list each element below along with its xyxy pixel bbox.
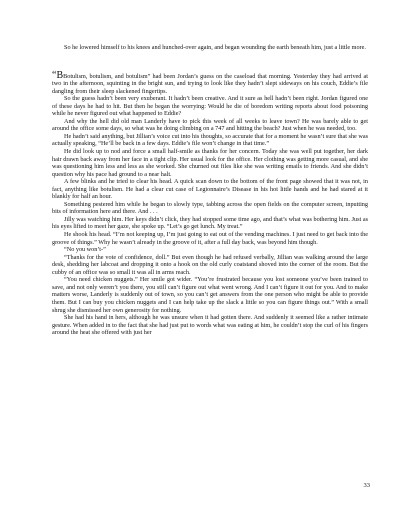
paragraph: He shook his head. “I’m not keeping up, I’m just going to eat out of the vending machines. I just need to get back into the groove of things.” Why he wasn’t already in the groove of it, after a full day back, was beyond him though.	[52, 231, 368, 246]
paragraph: He did look up to nod and force a small half-smile as thanks for her concern. Today she was well put together, her dark hair drawn back away from her face in a tight clip. Her usual look for the office. Her clothing was getting more casual, and she was questioning him less and less as she worked. She churned out files like she was writing emails to friends. And she didn’t question why his pace had ground to a near halt.	[52, 148, 368, 178]
paragraph: A few blinks and he tried to clear his head. A quick scan down to the bottom of the front page showed that it was not, in fact, anything like botulism. He had a clear cut case of Legionnaire’s Disease in his hot little hands and he had stared at it blankly for half an hour.	[52, 178, 368, 201]
paragraph: She had his hand in hers, although he was unsure when it had gotten there. And suddenly it seemed like a rather intimate gesture. When added in to the fact that she had just put to words what was eating at him, he couldn’t stop the curl of his fingers around the heat she offered with just her	[52, 314, 368, 337]
body-text	[52, 44, 368, 337]
opening-paragraph: So he lowered himself to his knees and hunched-over again, and began wounding the earth beneath him, just a little more.	[64, 44, 366, 51]
page-number: 33	[363, 482, 370, 489]
paragraph: “You need chicken nuggets.” Her smile got wider. “You’re frustrated because you lost someone you’ve been trained to save, and not only weren’t you there, you still can’t figure out what went wrong. And I can’t figure it out for you. And to make matters worse, Landerly is suddenly out of town, so you can’t get answers from the one person who might be able to provide them. But I can buy you chicken nuggets and I can help take up the slack a little so you can figure things out.” With a small shrug she dismissed her own generosity for nothing.	[52, 276, 368, 314]
paragraph: Jilly was watching him. Her keys didn’t click, they had stopped some time ago, and that’s what was bothering him. Just as his eyes lifted to meet her gaze, she spoke up. “Let’s go get lunch. My treat.”	[52, 215, 368, 231]
paragraph: “Thanks for the vote of confidence, doll.” But even though he had refused verbally, Jillian was walking around the large desk, shedding her labcoat and dropping it onto a hook on the old curly coatstand shoved into the corner of the room. But the cubby of an office was so small it was all in arms reach.	[52, 253, 368, 276]
paragraph: Something pestered him while he began to slowly type, tabbing across the open fields on the computer screen, inputting bits of information here and there. And . . .	[52, 200, 368, 216]
paragraph: And why the hell did old man Landerly have to pick this week of all weeks to leave town? He was barely able to get around the office some days, so what was he doing climbing on a 747 and hitting the beach? Just when he was needed, too.	[52, 117, 368, 133]
paragraph: He hadn’t said anything, but Jillian’s voice cut into his thoughts, so accurate that for a moment he wasn’t sure that she was actually speaking, “He’ll be back in a few days. Eddie’s file won’t change in that time.”	[52, 132, 368, 148]
paragraph: So the guess hadn’t been very exuberant. It hadn’t been creative. And it sure as hell hadn’t been right. Jordan figured one of these days he had to hit. But then he began the worrying: Would he die of boredom writing reports about food poisoning while he never figured out what happened to Eddie?	[52, 95, 368, 118]
section-break	[52, 52, 368, 72]
drop-cap: “B	[52, 69, 64, 81]
paragraph: “No you won’t-”	[64, 246, 106, 254]
section-opening-text: Botulism, botulism, and botulism” had been Jordan’s guess on the caseload that morning. Yesterday they had arrived at two in the afternoon, squinting in the bright sun, and trying to look like they hadn’t slept sideways on his couch, Eddie’s file dangling from their sleep slackened fingertips.	[52, 72, 368, 95]
section-opening-paragraph	[52, 69, 368, 96]
